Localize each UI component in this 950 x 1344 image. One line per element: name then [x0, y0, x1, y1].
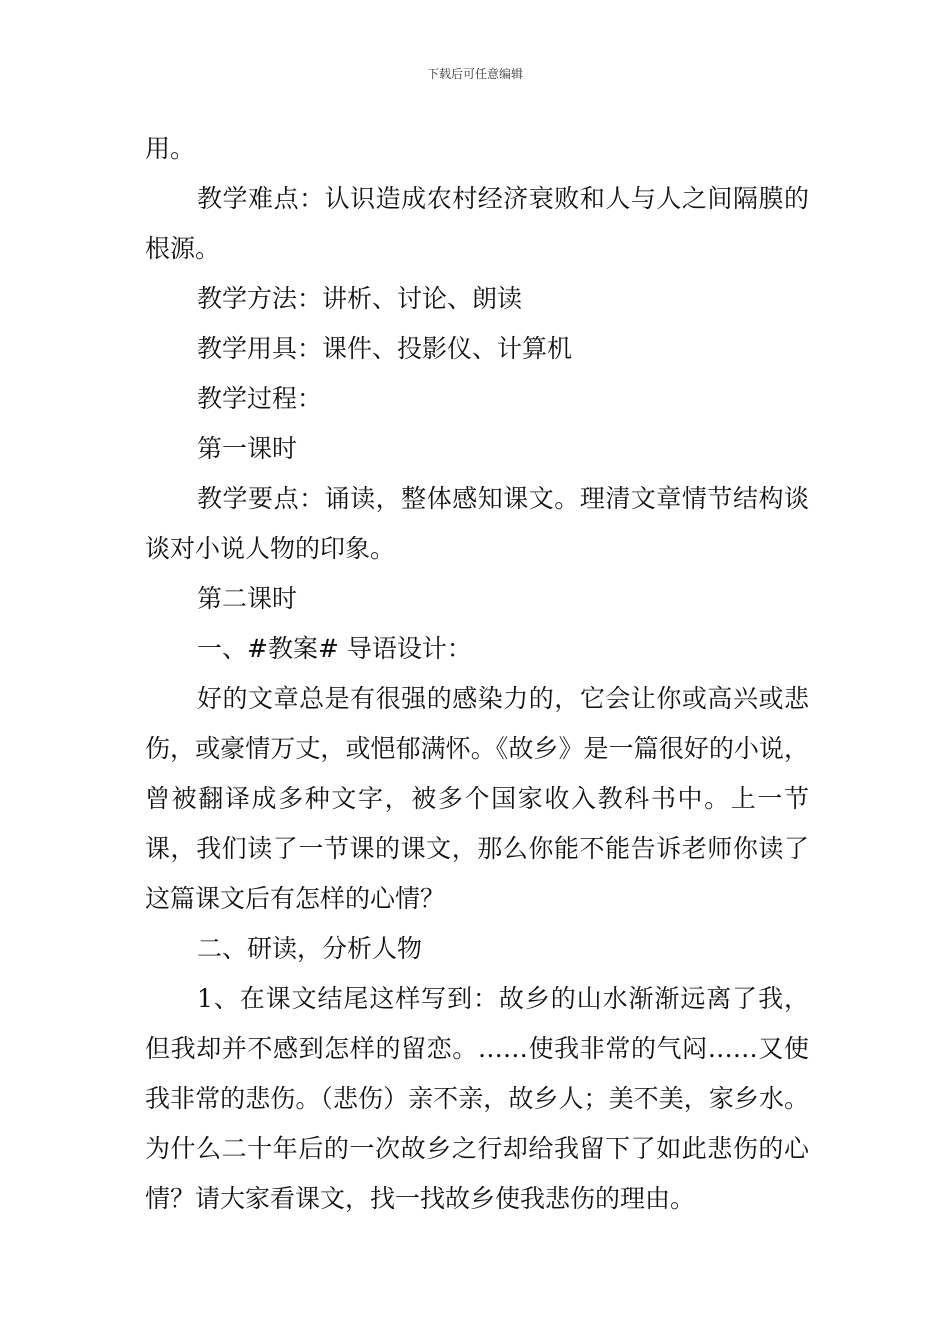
paragraph-continuation: 用。: [145, 134, 196, 163]
paragraph-question-one: 1、在课文结尾这样写到：故乡的山水渐渐远离了我，但我却并不感到怎样的留恋。……使我非常的气闷……又使我非常的悲伤。（悲伤）亲不亲，故乡人；美不美，家乡水。为什么二十年后的一次故乡之行却给我留下了如此悲伤的心情？请大家看课文，找一找故乡使我悲伤的理由。: [145, 984, 809, 1213]
page-header: 下载后可任意编辑: [426, 67, 523, 81]
paragraph-character-analysis: 二、研读，分析人物: [197, 934, 423, 963]
paragraph-teaching-method: 教学方法：讲析、讨论、朗读: [197, 284, 523, 313]
paragraph-teaching-difficulty: 教学难点：认识造成农村经济衰败和人与人之间隔膜的根源。: [145, 184, 809, 263]
paragraph-teaching-tools: 教学用具：课件、投影仪、计算机: [197, 334, 573, 363]
paragraph-intro-design: 一、#教案# 导语设计：: [197, 634, 472, 663]
paragraph-teaching-points: 教学要点：诵读，整体感知课文。理清文章情节结构谈谈对小说人物的印象。: [145, 484, 809, 563]
document-body: [145, 124, 809, 1224]
paragraph-intro-body: 好的文章总是有很强的感染力的，它会让你或高兴或悲伤，或豪情万丈，或悒郁满怀。《故乡》是一篇很好的小说，曾被翻译成多种文字，被多个国家收入教科书中。上一节课，我们读了一节课的课文，那么你能不能告诉老师你读了这篇课文后有怎样的心情？: [145, 684, 809, 913]
paragraph-second-lesson: 第二课时: [197, 584, 298, 613]
paragraph-teaching-process: 教学过程：: [197, 384, 323, 413]
paragraph-first-lesson: 第一课时: [197, 434, 298, 463]
